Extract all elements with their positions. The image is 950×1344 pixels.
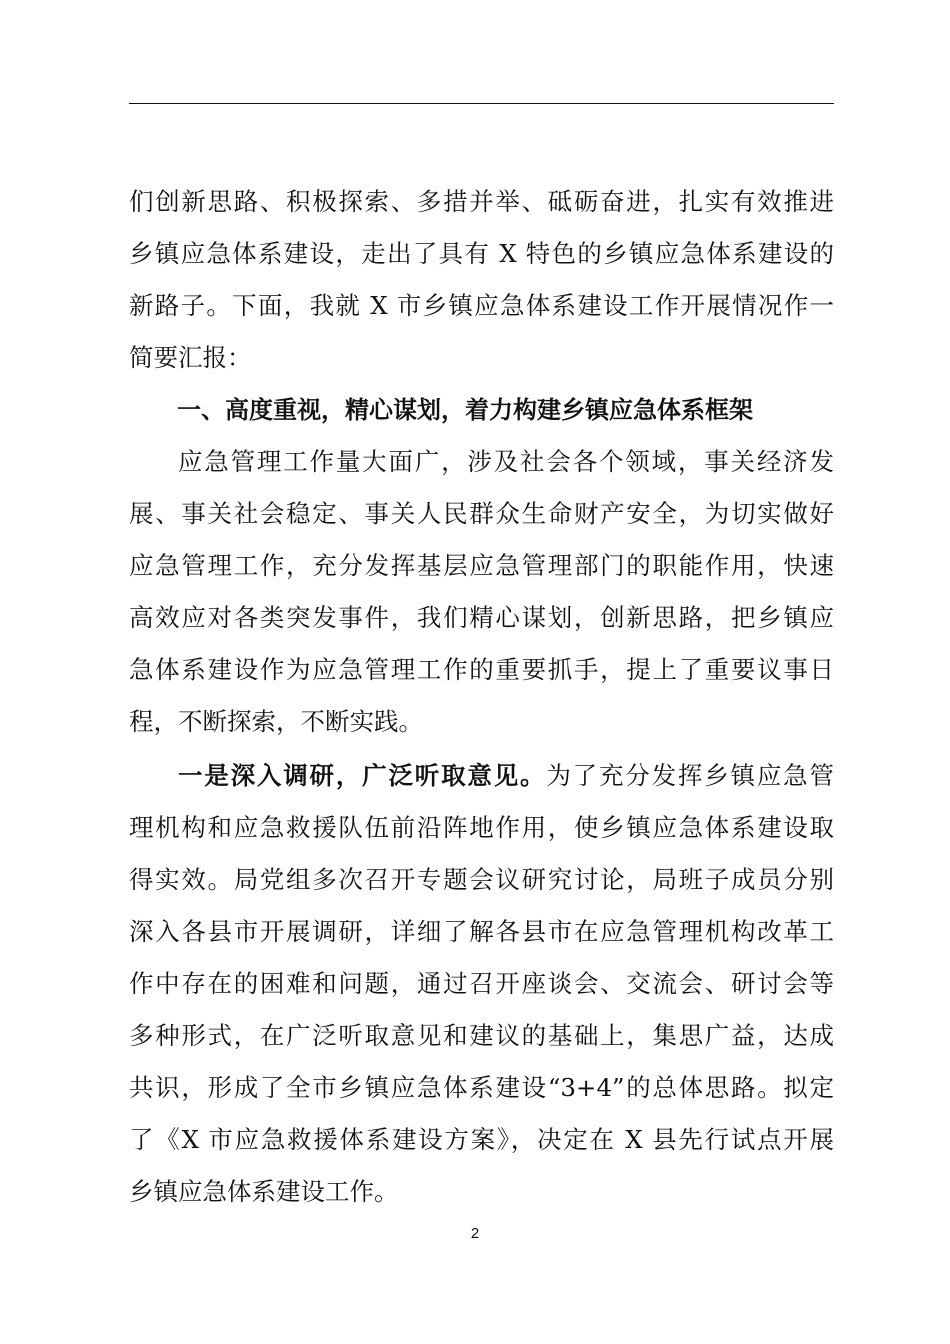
document-body: [129, 176, 834, 1218]
paragraph-line: 程，不断探索，不断实践。: [129, 707, 423, 736]
paragraph-first-line: [129, 750, 834, 802]
paragraph-line: 展、事关社会稳定、事关人民群众生命财产安全，为切实做好: [129, 499, 834, 528]
paragraph-line: 应急管理工作，充分发挥基层应急管理部门的职能作用，快速: [129, 551, 834, 580]
paragraph-line: 乡镇应急体系建设，走出了具有 X 特色的乡镇应急体系建设的: [129, 239, 834, 268]
paragraph-line: 简要汇报：: [129, 343, 252, 372]
paragraph-line: 得实效。局党组多次召开专题会议研究讨论，局班子成员分别: [129, 865, 834, 894]
paragraph-line: 深入各县市开展调研，详细了解各县市在应急管理机构改革工: [129, 917, 834, 946]
paragraph-line: 新路子。下面，我就 X 市乡镇应急体系建设工作开展情况作一: [129, 291, 834, 320]
paragraph-line: 乡镇应急体系建设工作。: [129, 1177, 399, 1206]
paragraph-line: 共识，形成了全市乡镇应急体系建设“3+4”的总体思路。拟定: [129, 1073, 834, 1102]
section-heading: 一、高度重视，精心谋划，着力构建乡镇应急体系框架: [177, 396, 753, 424]
paragraph-line: 了《X 市应急救援体系建设方案》，决定在 X 县先行试点开展: [129, 1125, 834, 1154]
page-number: 2: [470, 1225, 480, 1242]
paragraph-line: 作中存在的困难和问题，通过召开座谈会、交流会、研讨会等: [129, 969, 834, 998]
paragraph-first-line-rest: 为了充分发挥乡镇应急管: [546, 761, 834, 790]
paragraph-lead: 一是深入调研，广泛听取意见。: [178, 761, 547, 790]
paragraph-line: 应急管理工作量大面广，涉及社会各个领域，事关经济发: [178, 447, 834, 476]
paragraph-line: 高效应对各类突发事件，我们精心谋划，创新思路，把乡镇应: [129, 603, 834, 632]
header-rule: [129, 103, 834, 104]
paragraph-line: 们创新思路、积极探索、多措并举、砥砺奋进，扎实有效推进: [129, 187, 834, 216]
paragraph-line: 多种形式，在广泛听取意见和建议的基础上，集思广益，达成: [129, 1021, 834, 1050]
paragraph-line: 急体系建设作为应急管理工作的重要抓手，提上了重要议事日: [129, 655, 834, 684]
paragraph-line: 理机构和应急救援队伍前沿阵地作用，使乡镇应急体系建设取: [129, 813, 834, 842]
